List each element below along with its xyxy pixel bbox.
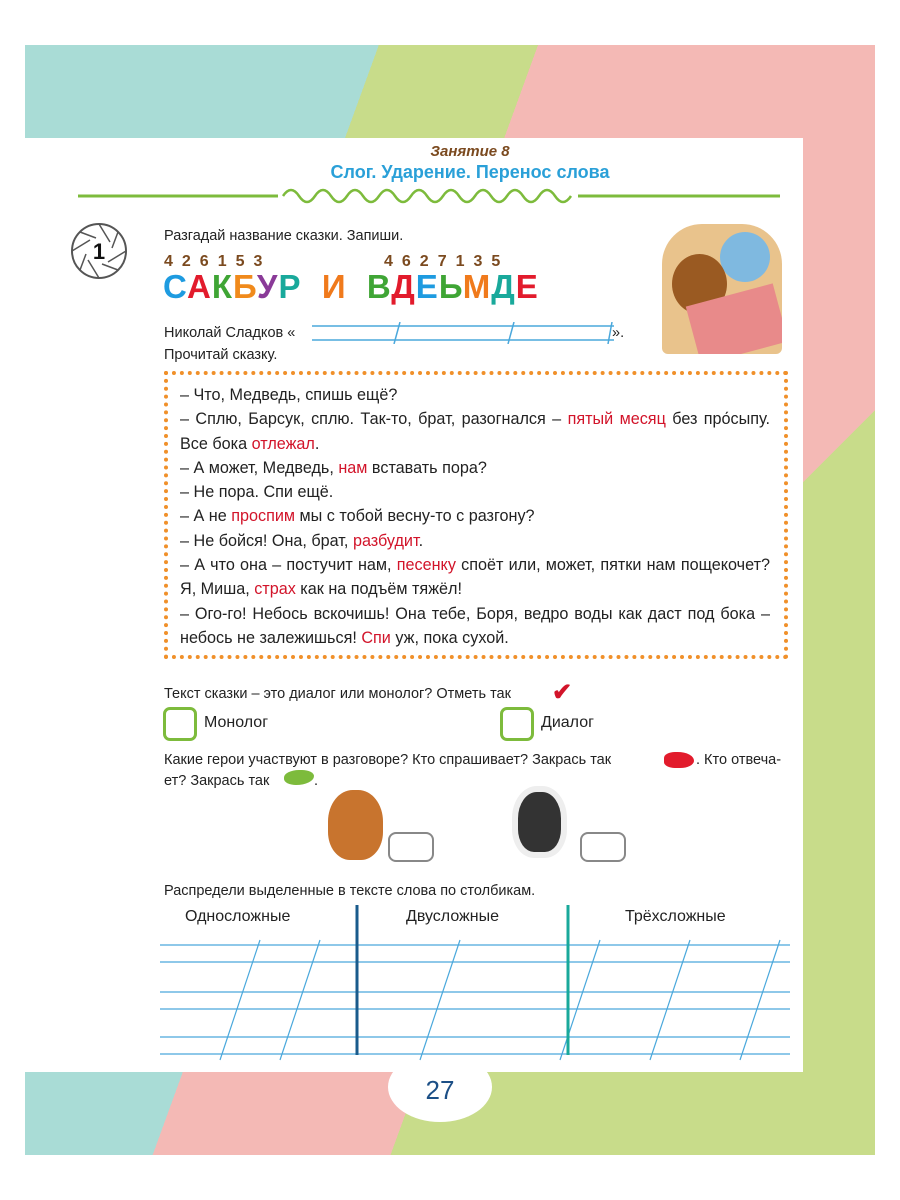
highlighted-word: проспим — [231, 507, 296, 526]
story-text: споёт или, может, пятки нам пощекочет? Я, Миша, — [180, 556, 770, 599]
title-letter: А — [187, 268, 212, 305]
title-letter: Д — [391, 268, 416, 305]
bear-color-box[interactable] — [388, 832, 434, 862]
title-letter: И — [321, 268, 347, 305]
story-text: – А не — [180, 507, 232, 526]
dialog-checkbox[interactable] — [500, 707, 534, 741]
story-line — [180, 504, 770, 528]
story-text: . — [418, 531, 424, 550]
title-letter: Е — [415, 268, 439, 305]
question-heroes-1: Какие герои участвуют в разговоре? Кто спрашивает? Закрась так — [164, 752, 612, 768]
story-text: – Что, Медведь, спишь ещё? — [180, 386, 398, 404]
title-letter: У — [256, 268, 279, 305]
title-letter: Ь — [438, 268, 463, 305]
column-header-three-syllable: Трёхсложные — [625, 908, 726, 925]
checkmark-icon: ✔ — [552, 679, 573, 706]
lesson-label: Занятие 8 — [430, 143, 510, 160]
story-line — [180, 529, 770, 553]
dialog-label: Диалог — [541, 714, 594, 731]
task-number-badge — [70, 222, 128, 280]
writing-lines[interactable] — [160, 905, 790, 1065]
story-line — [180, 383, 770, 407]
highlighted-word: страх — [254, 580, 296, 599]
task-instruction: Разгадай название сказки. Запиши. — [164, 228, 404, 244]
story-line — [180, 602, 770, 651]
title-letter: Д — [491, 268, 516, 305]
highlighted-word: Спи — [361, 628, 391, 647]
story-text: без про́сыпу. Все бока — [180, 410, 771, 453]
story-text: как на подъём тяжёл! — [295, 580, 462, 599]
page-title: Слог. Ударение. Перенос слова — [330, 162, 610, 182]
question-dialog-monolog: Текст сказки – это диалог или монолог? Отметь так — [164, 686, 511, 702]
red-swatch-icon — [664, 752, 694, 768]
monolog-checkbox[interactable] — [163, 707, 197, 741]
story-text-box — [164, 371, 788, 659]
badger-color-box[interactable] — [580, 832, 626, 862]
title-letter: В — [366, 268, 392, 305]
read-instruction: Прочитай сказку. — [164, 347, 278, 363]
ornament-divider — [78, 186, 780, 210]
title-letter: К — [211, 268, 234, 305]
column-header-one-syllable: Односложные — [185, 908, 291, 925]
story-line — [180, 553, 770, 602]
highlighted-word: разбудит — [352, 531, 419, 550]
story-line — [180, 480, 770, 504]
title-letter: С — [163, 268, 188, 305]
bear-illustration — [662, 224, 782, 354]
story-text: вставать пора? — [367, 458, 487, 477]
question-heroes-3: ет? Закрась так — [164, 773, 270, 789]
story-text: – Не пора. Спи ещё. — [180, 483, 334, 502]
title-letter: М — [462, 268, 492, 305]
story-text: – Не бойся! Она, брат, — [180, 531, 353, 550]
column-header-two-syllable: Двусложные — [406, 908, 499, 925]
story-text: – А что она – постучит нам, — [180, 556, 397, 575]
task-number: 1 — [92, 239, 106, 264]
digits-word2: 4627135 — [384, 253, 510, 270]
story-text: . — [314, 434, 320, 453]
story-text: уж, пока сухой. — [390, 628, 509, 647]
monolog-label: Монолог — [204, 714, 269, 731]
title-letter — [301, 268, 321, 305]
digits-word1: 426153 — [164, 253, 272, 270]
title-letter: Р — [278, 268, 302, 305]
highlighted-word: пятый месяц — [567, 410, 666, 429]
highlighted-word: песенку — [396, 556, 456, 575]
scrambled-title — [163, 268, 539, 306]
story-text: – Ого-го! Небось вскочишь! Она тебе, Боря, ведро воды как даст под бока – небось не залежишься! — [180, 604, 770, 647]
page-number: 27 — [425, 1075, 455, 1105]
question-heroes-4: . — [314, 773, 319, 789]
highlighted-word: отлежал — [251, 434, 315, 453]
title-letter: Б — [233, 268, 257, 305]
title-letter: Е — [515, 268, 539, 305]
answer-line[interactable] — [312, 322, 632, 344]
top-decor-band — [25, 45, 875, 140]
highlighted-word: нам — [338, 458, 368, 477]
author-suffix: ». — [612, 325, 625, 341]
story-text: – А может, Медведь, — [180, 458, 339, 477]
question-heroes-2: . Кто отвеча- — [696, 752, 782, 768]
title-letter — [347, 268, 367, 305]
story-text: мы с тобой весну-то с разгону? — [295, 507, 535, 526]
story-line — [180, 407, 770, 456]
sort-instruction: Распредели выделенные в тексте слова по столбикам. — [164, 883, 536, 899]
author-prefix: Николай Сладков « — [164, 325, 296, 341]
badger-picture — [512, 786, 567, 858]
bear-cub-picture — [328, 790, 383, 860]
story-text: – Сплю, Барсук, сплю. Так-то, брат, разогнался – — [180, 410, 568, 429]
story-line — [180, 456, 770, 480]
